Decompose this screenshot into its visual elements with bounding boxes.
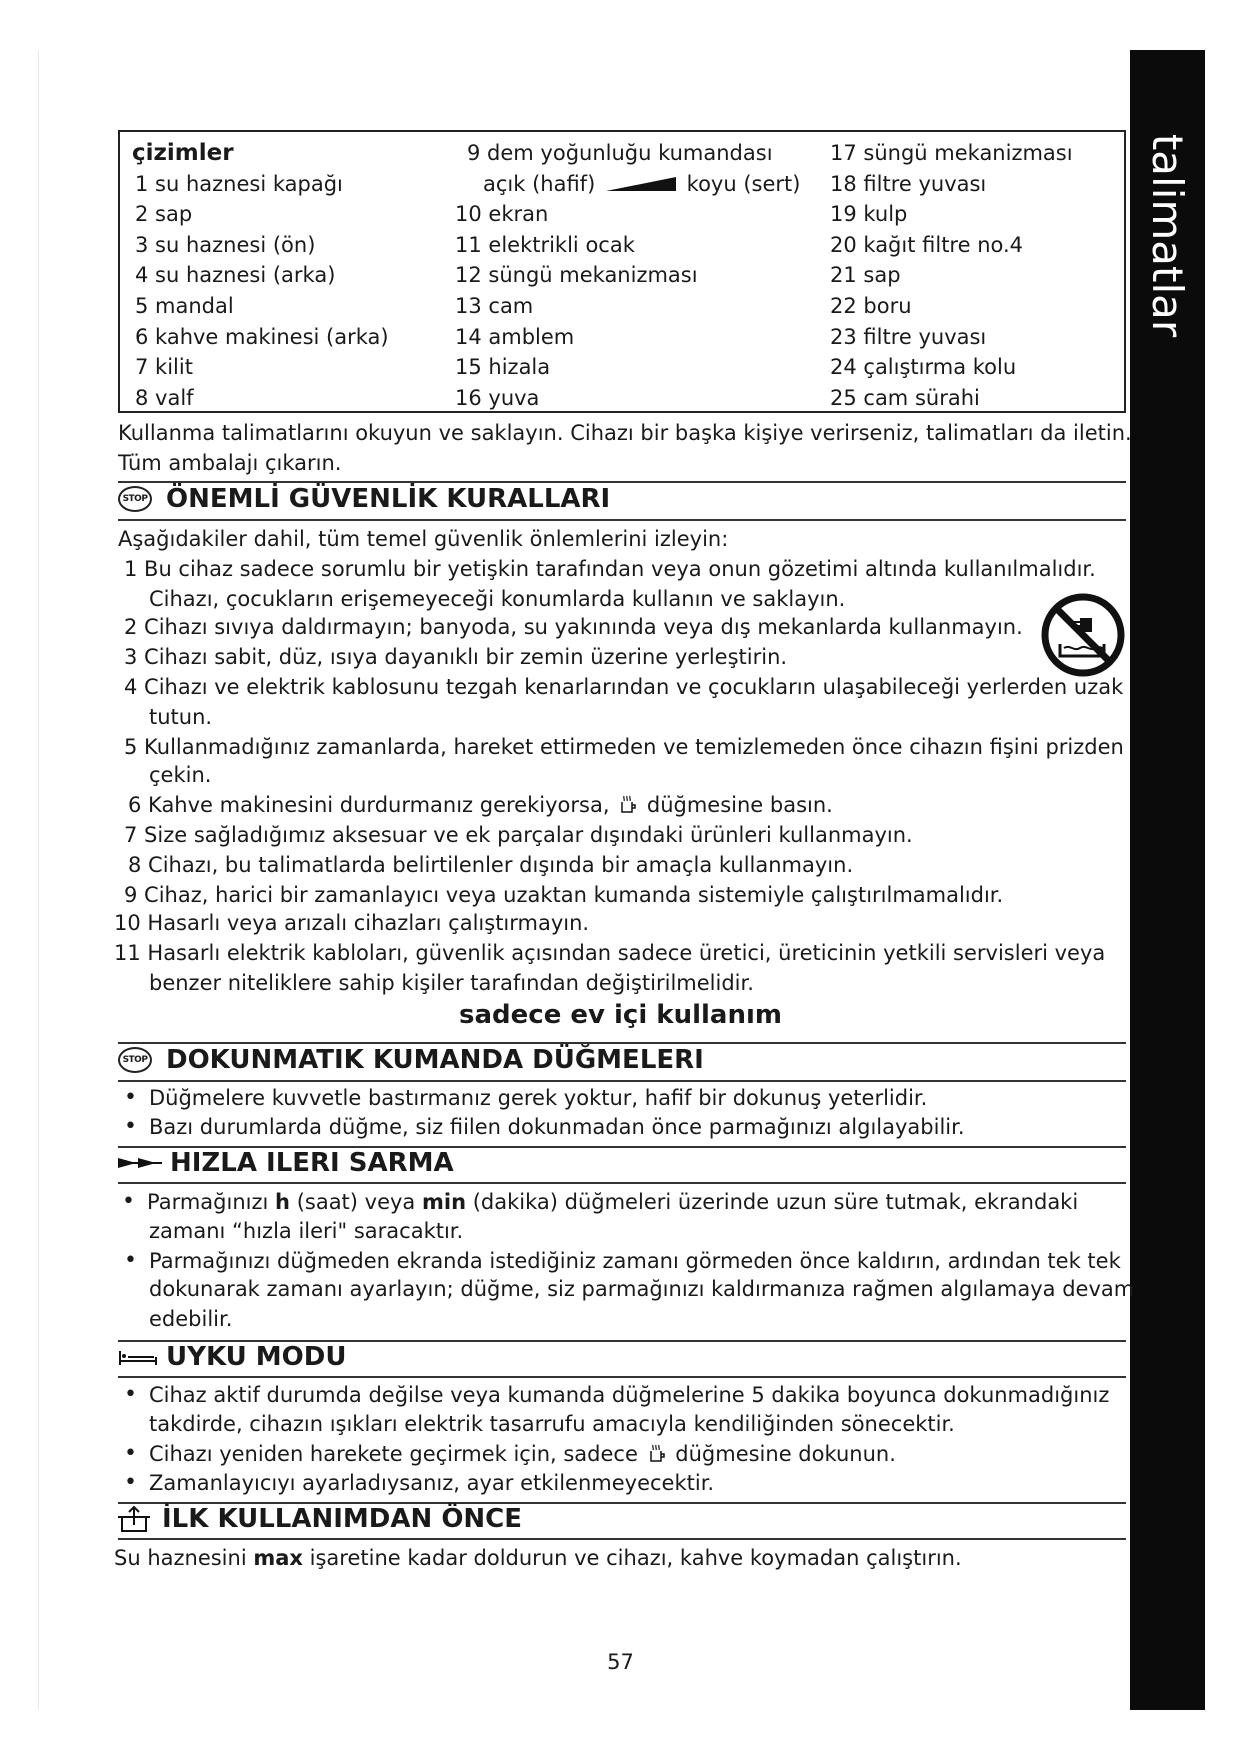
no-immersion-icon [1040,592,1126,678]
fast-bullet-1-text: (saat) veya [296,1190,416,1214]
section-rule [118,1376,1126,1378]
parts-column-3 [830,138,1073,413]
fast-bullet-2-cont: dokunarak zamanı ayarlayın; düğme, siz parmağınızı kaldırmanıza rağmen algılamaya devam [149,1277,1135,1301]
stop-icon: STOP [118,486,152,512]
part-item: 11 elektrikli ocak [455,232,635,257]
part-item: 6 kahve makinesi (arka) [135,324,389,349]
part-item: 9 dem yoğunluğu kumandası [467,141,773,165]
safety-rule-6 [128,790,833,820]
side-tab-label: talimatlar [1143,133,1192,337]
safety-rule-4: 4 Cihazı ve elektrik kablosunu tezgah kenarlarından ve çocukların ulaşabileceği yerlerden uzak [124,675,1124,699]
parts-title: çizimler [132,140,234,166]
parts-column-2 [455,138,800,413]
fast-bullet-1-text: (dakika) düğmeleri üzerinde uzun süre tutmak, ekrandaki [472,1190,1079,1214]
safety-rule-3: 3 Cihazı sabit, düz, ısıya dayanıklı bir zemin üzerine yerleştirin. [124,645,788,669]
sleep-bullet-1-cont: takdirde, cihazın ışıkları elektrik tasarrufu amacıyla kendiliğinden sönecektir. [149,1412,955,1436]
safety-rule-11-cont: benzer niteliklere sahip kişiler tarafından değiştirilmelidir. [149,971,754,995]
section-rule [118,1538,1126,1540]
intro-line-2: Tüm ambalajı çıkarın. [118,451,342,475]
intro-line-1: Kullanma talimatlarını okuyun ve saklayın. Cihazı bir başka kişiye verirseniz, talimatları da iletin. [118,421,1132,445]
first-use-text [114,1543,962,1573]
safety-heading [118,484,610,514]
part-item: 16 yuva [455,385,540,410]
minute-key-label: min [422,1190,467,1214]
safety-rule-6-text: 6 Kahve makinesini durdurmanız gerekiyorsa, [128,793,610,817]
section-rule [118,1042,1126,1044]
part-item: 19 kulp [830,202,908,227]
parts-column-1 [132,138,389,413]
part-item: 1 su haznesi kapağı [135,171,343,196]
safety-rule-10: 10 Hasarlı veya arızalı cihazları çalıştırmayın. [114,911,590,935]
strength-strong-label: koyu (sert) [686,171,801,196]
strength-light-label: açık (hafif) [483,171,596,196]
touch-bullet-1: • Düğmelere kuvvetle bastırmanız gerek yoktur, hafif bir dokunuş yeterlidir. [149,1083,927,1113]
section-rule [118,519,1126,521]
safety-rule-7: 7 Size sağladığımız aksesuar ve ek parçalar dışındaki ürünleri kullanmayın. [124,823,913,847]
first-use-text-end: işaretine kadar doldurun ve cihazı, kahve koymadan çalıştırın. [309,1546,962,1570]
part-item: 22 boru [830,293,912,318]
parts-list-box [118,130,1126,413]
part-item: 25 cam sürahi [830,385,980,410]
safety-rule-6-text-end: düğmesine basın. [646,793,833,817]
safety-intro: Aşağıdakiler dahil, tüm temel güvenlik önlemlerini izleyin: [118,527,729,551]
part-item: 21 sap [830,263,901,288]
part-item: 20 kağıt filtre no.4 [830,232,1024,257]
sleep-heading [118,1342,346,1372]
sleep-bullet-3: • Zamanlayıcıyı ayarladıysanız, ayar etkilenmeyecektir. [149,1468,714,1498]
section-rule [118,1182,1126,1184]
sleep-bullet-2 [149,1439,896,1469]
page-margin-line [38,50,39,1710]
safety-rule-8: 8 Cihazı, bu talimatlarda belirtilenler dışında bir amaçla kullanmayın. [128,853,854,877]
part-item: 23 filtre yuvası [830,324,987,349]
strength-wedge-icon [606,177,676,191]
bed-icon [118,1347,158,1367]
safety-heading-text: ÖNEMLİ GÜVENLİK KURALLARI [166,484,611,514]
sleep-bullet-1: • Cihaz aktif durumda değilse veya kumanda düğmelerine 5 dakika boyunca dokunmadığınız [149,1380,1109,1410]
part-item: 5 mandal [135,293,234,318]
first-use-icon [118,1505,150,1533]
sleep-bullet-2-text-end: düğmesine dokunun. [675,1442,896,1466]
first-use-text-start: Su haznesini [114,1546,247,1570]
section-rule [118,1080,1126,1082]
max-mark-label: max [253,1546,303,1570]
safety-rule-1: 1 Bu cihaz sadece sorumlu bir yetişkin tarafından veya onun gözetimi altında kullanılmalıdır. [124,557,1096,581]
first-use-heading-text: İLK KULLANIMDAN ÖNCE [162,1504,523,1534]
part-item: 8 valf [135,385,194,410]
strength-scale [455,169,800,200]
fast-bullet-1-cont: zamanı “hızla ileri" saracaktır. [149,1219,464,1243]
safety-rule-2: 2 Cihazı sıvıya daldırmayın; banyoda, su yakınında veya dış mekanlarda kullanmayın. [124,615,1023,639]
sleep-bullet-2-text: Cihazı yeniden harekete geçirmek için, sadece [149,1442,638,1466]
part-item: 2 sap [135,202,193,227]
fast-bullet-1 [147,1187,1078,1217]
stop-icon: STOP [118,1047,152,1073]
fast-bullet-2: • Parmağınızı düğmeden ekranda istediğiniz zamanı görmeden önce kaldırın, ardından tek tek [149,1246,1121,1276]
part-item: 7 kilit [135,355,193,380]
part-item: 24 çalıştırma kolu [830,355,1017,380]
hour-key-label: h [275,1190,290,1214]
safety-rule-11: 11 Hasarlı elektrik kabloları, güvenlik açısından sadece üretici, üreticinin yetkili servisleri veya [114,941,1106,965]
fast-heading [118,1148,454,1178]
touch-bullet-2: • Bazı durumlarda düğme, siz fiilen dokunmadan önce parmağınızı algılayabilir. [149,1112,965,1142]
first-use-heading [118,1504,522,1534]
household-use-label: sadece ev içi kullanım [459,1000,782,1030]
part-item: 3 su haznesi (ön) [135,232,316,257]
fast-bullet-1-text: Parmağınızı [147,1190,269,1214]
safety-rule-5: 5 Kullanmadığınız zamanlarda, hareket ettirmeden ve temizlemeden önce cihazın fişini prizden [124,735,1124,759]
section-rule [118,481,1126,483]
fast-bullet-2-cont: edebilir. [149,1307,233,1331]
part-item: 15 hizala [455,355,551,380]
safety-rule-1-cont: Cihazı, çocukların erişemeyeceği konumlarda kullanın ve saklayın. [149,587,846,611]
touch-heading [118,1045,704,1075]
page-number: 57 [607,1650,634,1674]
safety-rule-9: 9 Cihaz, harici bir zamanlayıcı veya uzaktan kumanda sistemiyle çalıştırılmamalıdır. [124,883,1004,907]
part-item: 17 süngü mekanizması [830,141,1073,165]
part-item: 14 amblem [455,324,575,349]
fast-heading-text: HIZLA ILERI SARMA [170,1148,454,1178]
part-item: 12 süngü mekanizması [455,263,698,288]
part-item: 10 ekran [455,202,549,227]
stop-hand-icon [618,794,638,816]
part-item: 4 su haznesi (arka) [135,263,336,288]
stop-hand-icon [647,1443,667,1465]
part-item: 13 cam [455,293,534,318]
fast-forward-icon [118,1156,162,1170]
sleep-heading-text: UYKU MODU [166,1342,347,1372]
touch-heading-text: DOKUNMATIK KUMANDA DÜĞMELERI [166,1045,704,1075]
safety-rule-4-cont: tutun. [149,705,213,729]
safety-rule-5-cont: çekin. [149,763,212,787]
part-item: 18 filtre yuvası [830,171,987,196]
